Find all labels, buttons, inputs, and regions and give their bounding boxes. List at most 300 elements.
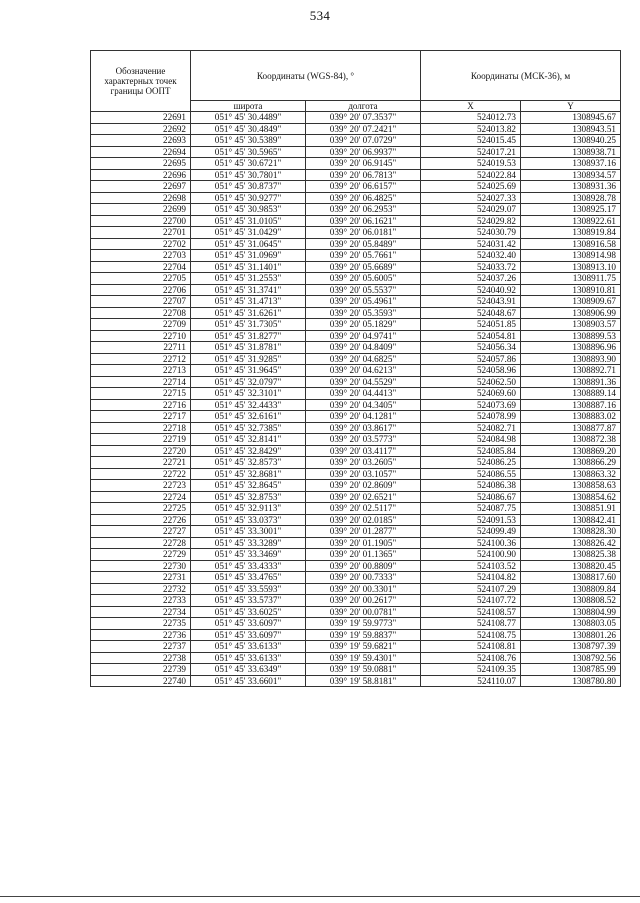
table-row bbox=[91, 572, 621, 584]
x-coordinate-cell: 524099.49 bbox=[421, 526, 521, 538]
point-id-cell: 22734 bbox=[91, 606, 191, 618]
latitude-cell: 051° 45' 33.0373" bbox=[191, 514, 306, 526]
latitude-cell: 051° 45' 32.4433" bbox=[191, 399, 306, 411]
latitude-cell: 051° 45' 33.3289" bbox=[191, 537, 306, 549]
latitude-cell: 051° 45' 30.5965" bbox=[191, 146, 306, 158]
x-coordinate-cell: 524108.77 bbox=[421, 618, 521, 630]
x-coordinate-cell: 524084.98 bbox=[421, 434, 521, 446]
latitude-cell: 051° 45' 33.6601" bbox=[191, 675, 306, 687]
x-header: X bbox=[421, 101, 521, 112]
latitude-cell: 051° 45' 32.7385" bbox=[191, 422, 306, 434]
latitude-cell: 051° 45' 31.8781" bbox=[191, 342, 306, 354]
point-id-cell: 22699 bbox=[91, 204, 191, 216]
y-coordinate-cell: 1308919.84 bbox=[521, 227, 621, 239]
y-coordinate-cell: 1308866.29 bbox=[521, 457, 621, 469]
x-coordinate-cell: 524110.07 bbox=[421, 675, 521, 687]
latitude-cell: 051° 45' 33.6349" bbox=[191, 664, 306, 676]
table-row bbox=[91, 641, 621, 653]
x-coordinate-cell: 524086.55 bbox=[421, 468, 521, 480]
latitude-cell: 051° 45' 31.9645" bbox=[191, 365, 306, 377]
latitude-cell: 051° 45' 33.6097" bbox=[191, 618, 306, 630]
point-id-cell: 22712 bbox=[91, 353, 191, 365]
longitude-cell: 039° 20' 04.4413" bbox=[306, 388, 421, 400]
latitude-cell: 051° 45' 33.6025" bbox=[191, 606, 306, 618]
point-id-cell: 22695 bbox=[91, 158, 191, 170]
table-row bbox=[91, 503, 621, 515]
y-coordinate-cell: 1308851.91 bbox=[521, 503, 621, 515]
longitude-cell: 039° 20' 02.8609" bbox=[306, 480, 421, 492]
longitude-cell: 039° 20' 05.6005" bbox=[306, 273, 421, 285]
latitude-cell: 051° 45' 30.4849" bbox=[191, 123, 306, 135]
x-coordinate-cell: 524056.34 bbox=[421, 342, 521, 354]
latitude-cell: 051° 45' 32.9113" bbox=[191, 503, 306, 515]
coordinates-table bbox=[90, 50, 621, 687]
table-row bbox=[91, 583, 621, 595]
point-id-cell: 22719 bbox=[91, 434, 191, 446]
x-coordinate-cell: 524086.25 bbox=[421, 457, 521, 469]
table-row bbox=[91, 330, 621, 342]
x-coordinate-cell: 524108.76 bbox=[421, 652, 521, 664]
table-row bbox=[91, 135, 621, 147]
table-row bbox=[91, 445, 621, 457]
point-id-cell: 22714 bbox=[91, 376, 191, 388]
latitude-cell: 051° 45' 30.8737" bbox=[191, 181, 306, 193]
table-row bbox=[91, 411, 621, 423]
longitude-cell: 039° 20' 03.4117" bbox=[306, 445, 421, 457]
y-coordinate-cell: 1308820.45 bbox=[521, 560, 621, 572]
longitude-cell: 039° 20' 02.5117" bbox=[306, 503, 421, 515]
table-row bbox=[91, 399, 621, 411]
x-coordinate-cell: 524022.84 bbox=[421, 169, 521, 181]
y-coordinate-cell: 1308863.32 bbox=[521, 468, 621, 480]
point-id-cell: 22709 bbox=[91, 319, 191, 331]
longitude-cell: 039° 20' 03.2605" bbox=[306, 457, 421, 469]
y-coordinate-cell: 1308828.30 bbox=[521, 526, 621, 538]
msk-coordinates-header: Координаты (МСК-36), м bbox=[421, 51, 621, 101]
point-id-cell: 22706 bbox=[91, 284, 191, 296]
latitude-cell: 051° 45' 33.6097" bbox=[191, 629, 306, 641]
point-id-cell: 22703 bbox=[91, 250, 191, 262]
point-id-cell: 22716 bbox=[91, 399, 191, 411]
table-row bbox=[91, 273, 621, 285]
longitude-cell: 039° 20' 05.1829" bbox=[306, 319, 421, 331]
table-row bbox=[91, 227, 621, 239]
longitude-cell: 039° 19' 59.4301" bbox=[306, 652, 421, 664]
point-id-cell: 22708 bbox=[91, 307, 191, 319]
longitude-cell: 039° 20' 00.3301" bbox=[306, 583, 421, 595]
y-coordinate-cell: 1308934.57 bbox=[521, 169, 621, 181]
x-coordinate-cell: 524025.69 bbox=[421, 181, 521, 193]
point-id-cell: 22707 bbox=[91, 296, 191, 308]
latitude-cell: 051° 45' 32.8645" bbox=[191, 480, 306, 492]
table-header-row bbox=[91, 51, 621, 101]
longitude-cell: 039° 20' 06.2953" bbox=[306, 204, 421, 216]
latitude-cell: 051° 45' 32.6161" bbox=[191, 411, 306, 423]
x-coordinate-cell: 524027.33 bbox=[421, 192, 521, 204]
latitude-cell: 051° 45' 30.7801" bbox=[191, 169, 306, 181]
point-id-cell: 22728 bbox=[91, 537, 191, 549]
longitude-cell: 039° 20' 01.2877" bbox=[306, 526, 421, 538]
longitude-cell: 039° 20' 05.7661" bbox=[306, 250, 421, 262]
y-coordinate-cell: 1308869.20 bbox=[521, 445, 621, 457]
table-row bbox=[91, 652, 621, 664]
table-row bbox=[91, 457, 621, 469]
y-header: Y bbox=[521, 101, 621, 112]
table-row bbox=[91, 353, 621, 365]
longitude-cell: 039° 20' 05.5537" bbox=[306, 284, 421, 296]
point-id-cell: 22739 bbox=[91, 664, 191, 676]
point-id-cell: 22731 bbox=[91, 572, 191, 584]
longitude-cell: 039° 20' 05.6689" bbox=[306, 261, 421, 273]
y-coordinate-cell: 1308883.02 bbox=[521, 411, 621, 423]
table-row bbox=[91, 284, 621, 296]
longitude-cell: 039° 20' 02.0185" bbox=[306, 514, 421, 526]
longitude-cell: 039° 20' 01.1365" bbox=[306, 549, 421, 561]
longitude-cell: 039° 20' 00.0781" bbox=[306, 606, 421, 618]
longitude-header: долгота bbox=[306, 101, 421, 112]
x-coordinate-cell: 524069.60 bbox=[421, 388, 521, 400]
x-coordinate-cell: 524086.38 bbox=[421, 480, 521, 492]
point-id-cell: 22700 bbox=[91, 215, 191, 227]
table-row bbox=[91, 629, 621, 641]
longitude-cell: 039° 20' 04.8409" bbox=[306, 342, 421, 354]
latitude-cell: 051° 45' 30.9853" bbox=[191, 204, 306, 216]
latitude-cell: 051° 45' 32.8429" bbox=[191, 445, 306, 457]
y-coordinate-cell: 1308792.56 bbox=[521, 652, 621, 664]
x-coordinate-cell: 524100.90 bbox=[421, 549, 521, 561]
y-coordinate-cell: 1308938.71 bbox=[521, 146, 621, 158]
x-coordinate-cell: 524085.84 bbox=[421, 445, 521, 457]
point-id-cell: 22729 bbox=[91, 549, 191, 561]
table-row bbox=[91, 549, 621, 561]
y-coordinate-cell: 1308940.25 bbox=[521, 135, 621, 147]
y-coordinate-cell: 1308896.96 bbox=[521, 342, 621, 354]
table-row bbox=[91, 192, 621, 204]
latitude-cell: 051° 45' 33.5593" bbox=[191, 583, 306, 595]
x-coordinate-cell: 524043.91 bbox=[421, 296, 521, 308]
longitude-cell: 039° 20' 06.6157" bbox=[306, 181, 421, 193]
table-row bbox=[91, 238, 621, 250]
table-row bbox=[91, 158, 621, 170]
y-coordinate-cell: 1308914.98 bbox=[521, 250, 621, 262]
latitude-cell: 051° 45' 31.0105" bbox=[191, 215, 306, 227]
table-row bbox=[91, 307, 621, 319]
y-coordinate-cell: 1308887.16 bbox=[521, 399, 621, 411]
y-coordinate-cell: 1308928.78 bbox=[521, 192, 621, 204]
longitude-cell: 039° 20' 00.8809" bbox=[306, 560, 421, 572]
table-row bbox=[91, 422, 621, 434]
y-coordinate-cell: 1308785.99 bbox=[521, 664, 621, 676]
longitude-cell: 039° 20' 04.1281" bbox=[306, 411, 421, 423]
point-id-cell: 22711 bbox=[91, 342, 191, 354]
point-id-cell: 22717 bbox=[91, 411, 191, 423]
point-id-cell: 22721 bbox=[91, 457, 191, 469]
y-coordinate-cell: 1308803.05 bbox=[521, 618, 621, 630]
y-coordinate-cell: 1308797.39 bbox=[521, 641, 621, 653]
table-row bbox=[91, 606, 621, 618]
x-coordinate-cell: 524031.42 bbox=[421, 238, 521, 250]
point-id-cell: 22730 bbox=[91, 560, 191, 572]
longitude-cell: 039° 20' 05.4961" bbox=[306, 296, 421, 308]
x-coordinate-cell: 524019.53 bbox=[421, 158, 521, 170]
longitude-cell: 039° 19' 59.0881" bbox=[306, 664, 421, 676]
longitude-cell: 039° 19' 59.9773" bbox=[306, 618, 421, 630]
latitude-cell: 051° 45' 32.8141" bbox=[191, 434, 306, 446]
point-id-cell: 22724 bbox=[91, 491, 191, 503]
x-coordinate-cell: 524029.07 bbox=[421, 204, 521, 216]
longitude-cell: 039° 20' 05.8489" bbox=[306, 238, 421, 250]
latitude-cell: 051° 45' 32.0797" bbox=[191, 376, 306, 388]
longitude-cell: 039° 20' 06.9937" bbox=[306, 146, 421, 158]
table-row bbox=[91, 480, 621, 492]
latitude-cell: 051° 45' 30.9277" bbox=[191, 192, 306, 204]
latitude-cell: 051° 45' 33.3469" bbox=[191, 549, 306, 561]
table-row bbox=[91, 491, 621, 503]
table-row bbox=[91, 595, 621, 607]
point-id-cell: 22705 bbox=[91, 273, 191, 285]
y-coordinate-cell: 1308906.99 bbox=[521, 307, 621, 319]
table-row bbox=[91, 204, 621, 216]
table-row bbox=[91, 319, 621, 331]
x-coordinate-cell: 524015.45 bbox=[421, 135, 521, 147]
longitude-cell: 039° 20' 04.5529" bbox=[306, 376, 421, 388]
longitude-cell: 039° 20' 04.9741" bbox=[306, 330, 421, 342]
longitude-cell: 039° 20' 04.3405" bbox=[306, 399, 421, 411]
latitude-cell: 051° 45' 32.8681" bbox=[191, 468, 306, 480]
x-coordinate-cell: 524073.69 bbox=[421, 399, 521, 411]
x-coordinate-cell: 524107.29 bbox=[421, 583, 521, 595]
y-coordinate-cell: 1308877.87 bbox=[521, 422, 621, 434]
point-id-cell: 22704 bbox=[91, 261, 191, 273]
y-coordinate-cell: 1308825.38 bbox=[521, 549, 621, 561]
y-coordinate-cell: 1308801.26 bbox=[521, 629, 621, 641]
point-id-cell: 22710 bbox=[91, 330, 191, 342]
x-coordinate-cell: 524013.82 bbox=[421, 123, 521, 135]
y-coordinate-cell: 1308889.14 bbox=[521, 388, 621, 400]
point-id-cell: 22732 bbox=[91, 583, 191, 595]
table-row bbox=[91, 296, 621, 308]
y-coordinate-cell: 1308804.99 bbox=[521, 606, 621, 618]
longitude-cell: 039° 20' 06.1621" bbox=[306, 215, 421, 227]
latitude-cell: 051° 45' 32.8753" bbox=[191, 491, 306, 503]
latitude-cell: 051° 45' 31.1401" bbox=[191, 261, 306, 273]
longitude-cell: 039° 20' 07.3537" bbox=[306, 112, 421, 124]
latitude-cell: 051° 45' 33.4765" bbox=[191, 572, 306, 584]
y-coordinate-cell: 1308931.36 bbox=[521, 181, 621, 193]
y-coordinate-cell: 1308910.81 bbox=[521, 284, 621, 296]
latitude-cell: 051° 45' 31.6261" bbox=[191, 307, 306, 319]
table-row bbox=[91, 365, 621, 377]
y-coordinate-cell: 1308826.42 bbox=[521, 537, 621, 549]
point-id-cell: 22696 bbox=[91, 169, 191, 181]
x-coordinate-cell: 524108.57 bbox=[421, 606, 521, 618]
page-bottom-rule bbox=[0, 896, 640, 897]
y-coordinate-cell: 1308909.67 bbox=[521, 296, 621, 308]
x-coordinate-cell: 524082.71 bbox=[421, 422, 521, 434]
designation-header: Обозначение характерных точек границы ООПТ bbox=[91, 51, 191, 112]
table-row bbox=[91, 169, 621, 181]
y-coordinate-cell: 1308913.10 bbox=[521, 261, 621, 273]
table-row bbox=[91, 215, 621, 227]
longitude-cell: 039° 20' 06.7813" bbox=[306, 169, 421, 181]
longitude-cell: 039° 20' 06.0181" bbox=[306, 227, 421, 239]
table-row bbox=[91, 112, 621, 124]
x-coordinate-cell: 524054.81 bbox=[421, 330, 521, 342]
longitude-cell: 039° 20' 02.6521" bbox=[306, 491, 421, 503]
y-coordinate-cell: 1308893.90 bbox=[521, 353, 621, 365]
x-coordinate-cell: 524051.85 bbox=[421, 319, 521, 331]
table-row bbox=[91, 123, 621, 135]
y-coordinate-cell: 1308916.58 bbox=[521, 238, 621, 250]
x-coordinate-cell: 524086.67 bbox=[421, 491, 521, 503]
point-id-cell: 22694 bbox=[91, 146, 191, 158]
x-coordinate-cell: 524037.26 bbox=[421, 273, 521, 285]
x-coordinate-cell: 524100.36 bbox=[421, 537, 521, 549]
x-coordinate-cell: 524103.52 bbox=[421, 560, 521, 572]
longitude-cell: 039° 20' 04.6213" bbox=[306, 365, 421, 377]
longitude-cell: 039° 19' 59.6821" bbox=[306, 641, 421, 653]
point-id-cell: 22715 bbox=[91, 388, 191, 400]
table-row bbox=[91, 560, 621, 572]
y-coordinate-cell: 1308892.71 bbox=[521, 365, 621, 377]
x-coordinate-cell: 524108.81 bbox=[421, 641, 521, 653]
x-coordinate-cell: 524032.40 bbox=[421, 250, 521, 262]
latitude-cell: 051° 45' 30.4489" bbox=[191, 112, 306, 124]
y-coordinate-cell: 1308945.67 bbox=[521, 112, 621, 124]
x-coordinate-cell: 524062.50 bbox=[421, 376, 521, 388]
latitude-cell: 051° 45' 31.0969" bbox=[191, 250, 306, 262]
longitude-cell: 039° 20' 03.8617" bbox=[306, 422, 421, 434]
longitude-cell: 039° 20' 00.7333" bbox=[306, 572, 421, 584]
y-coordinate-cell: 1308899.53 bbox=[521, 330, 621, 342]
y-coordinate-cell: 1308943.51 bbox=[521, 123, 621, 135]
table-row bbox=[91, 261, 621, 273]
latitude-cell: 051° 45' 31.8277" bbox=[191, 330, 306, 342]
longitude-cell: 039° 20' 01.1905" bbox=[306, 537, 421, 549]
latitude-cell: 051° 45' 32.3101" bbox=[191, 388, 306, 400]
table-row bbox=[91, 376, 621, 388]
latitude-cell: 051° 45' 31.2553" bbox=[191, 273, 306, 285]
latitude-cell: 051° 45' 32.8573" bbox=[191, 457, 306, 469]
point-id-cell: 22737 bbox=[91, 641, 191, 653]
x-coordinate-cell: 524058.96 bbox=[421, 365, 521, 377]
y-coordinate-cell: 1308872.38 bbox=[521, 434, 621, 446]
page-number: 534 bbox=[309, 8, 331, 23]
x-coordinate-cell: 524040.92 bbox=[421, 284, 521, 296]
x-coordinate-cell: 524109.35 bbox=[421, 664, 521, 676]
table-row bbox=[91, 388, 621, 400]
latitude-cell: 051° 45' 31.0429" bbox=[191, 227, 306, 239]
point-id-cell: 22725 bbox=[91, 503, 191, 515]
x-coordinate-cell: 524057.86 bbox=[421, 353, 521, 365]
latitude-cell: 051° 45' 31.4713" bbox=[191, 296, 306, 308]
point-id-cell: 22697 bbox=[91, 181, 191, 193]
point-id-cell: 22723 bbox=[91, 480, 191, 492]
table-row bbox=[91, 146, 621, 158]
point-id-cell: 22720 bbox=[91, 445, 191, 457]
x-coordinate-cell: 524078.99 bbox=[421, 411, 521, 423]
point-id-cell: 22726 bbox=[91, 514, 191, 526]
latitude-cell: 051° 45' 33.3001" bbox=[191, 526, 306, 538]
wgs-coordinates-header: Координаты (WGS-84), ° bbox=[191, 51, 421, 101]
point-id-cell: 22722 bbox=[91, 468, 191, 480]
latitude-cell: 051° 45' 33.6133" bbox=[191, 652, 306, 664]
y-coordinate-cell: 1308809.84 bbox=[521, 583, 621, 595]
y-coordinate-cell: 1308842.41 bbox=[521, 514, 621, 526]
longitude-cell: 039° 20' 00.2617" bbox=[306, 595, 421, 607]
point-id-cell: 22701 bbox=[91, 227, 191, 239]
longitude-cell: 039° 19' 58.8181" bbox=[306, 675, 421, 687]
latitude-cell: 051° 45' 31.0645" bbox=[191, 238, 306, 250]
longitude-cell: 039° 20' 07.2421" bbox=[306, 123, 421, 135]
table-row bbox=[91, 342, 621, 354]
x-coordinate-cell: 524091.53 bbox=[421, 514, 521, 526]
latitude-cell: 051° 45' 33.5737" bbox=[191, 595, 306, 607]
point-id-cell: 22740 bbox=[91, 675, 191, 687]
y-coordinate-cell: 1308903.57 bbox=[521, 319, 621, 331]
x-coordinate-cell: 524012.73 bbox=[421, 112, 521, 124]
table-row bbox=[91, 250, 621, 262]
x-coordinate-cell: 524087.75 bbox=[421, 503, 521, 515]
x-coordinate-cell: 524033.72 bbox=[421, 261, 521, 273]
y-coordinate-cell: 1308922.61 bbox=[521, 215, 621, 227]
point-id-cell: 22698 bbox=[91, 192, 191, 204]
point-id-cell: 22733 bbox=[91, 595, 191, 607]
y-coordinate-cell: 1308780.80 bbox=[521, 675, 621, 687]
table-body bbox=[91, 112, 621, 687]
latitude-header: широта bbox=[191, 101, 306, 112]
latitude-cell: 051° 45' 31.7305" bbox=[191, 319, 306, 331]
latitude-cell: 051° 45' 30.6721" bbox=[191, 158, 306, 170]
y-coordinate-cell: 1308911.75 bbox=[521, 273, 621, 285]
y-coordinate-cell: 1308808.52 bbox=[521, 595, 621, 607]
latitude-cell: 051° 45' 33.4333" bbox=[191, 560, 306, 572]
latitude-cell: 051° 45' 31.9285" bbox=[191, 353, 306, 365]
latitude-cell: 051° 45' 33.6133" bbox=[191, 641, 306, 653]
longitude-cell: 039° 20' 07.0729" bbox=[306, 135, 421, 147]
table-row bbox=[91, 537, 621, 549]
table-row bbox=[91, 618, 621, 630]
point-id-cell: 22736 bbox=[91, 629, 191, 641]
table-row bbox=[91, 181, 621, 193]
x-coordinate-cell: 524030.79 bbox=[421, 227, 521, 239]
table-row bbox=[91, 664, 621, 676]
x-coordinate-cell: 524104.82 bbox=[421, 572, 521, 584]
x-coordinate-cell: 524108.75 bbox=[421, 629, 521, 641]
longitude-cell: 039° 19' 59.8837" bbox=[306, 629, 421, 641]
longitude-cell: 039° 20' 05.3593" bbox=[306, 307, 421, 319]
point-id-cell: 22735 bbox=[91, 618, 191, 630]
point-id-cell: 22718 bbox=[91, 422, 191, 434]
point-id-cell: 22693 bbox=[91, 135, 191, 147]
table-row bbox=[91, 468, 621, 480]
point-id-cell: 22692 bbox=[91, 123, 191, 135]
y-coordinate-cell: 1308858.63 bbox=[521, 480, 621, 492]
longitude-cell: 039° 20' 06.4825" bbox=[306, 192, 421, 204]
point-id-cell: 22702 bbox=[91, 238, 191, 250]
x-coordinate-cell: 524107.72 bbox=[421, 595, 521, 607]
table-row bbox=[91, 434, 621, 446]
y-coordinate-cell: 1308925.17 bbox=[521, 204, 621, 216]
y-coordinate-cell: 1308854.62 bbox=[521, 491, 621, 503]
longitude-cell: 039° 20' 03.5773" bbox=[306, 434, 421, 446]
latitude-cell: 051° 45' 30.5389" bbox=[191, 135, 306, 147]
longitude-cell: 039° 20' 04.6825" bbox=[306, 353, 421, 365]
y-coordinate-cell: 1308937.16 bbox=[521, 158, 621, 170]
point-id-cell: 22691 bbox=[91, 112, 191, 124]
x-coordinate-cell: 524029.82 bbox=[421, 215, 521, 227]
point-id-cell: 22738 bbox=[91, 652, 191, 664]
